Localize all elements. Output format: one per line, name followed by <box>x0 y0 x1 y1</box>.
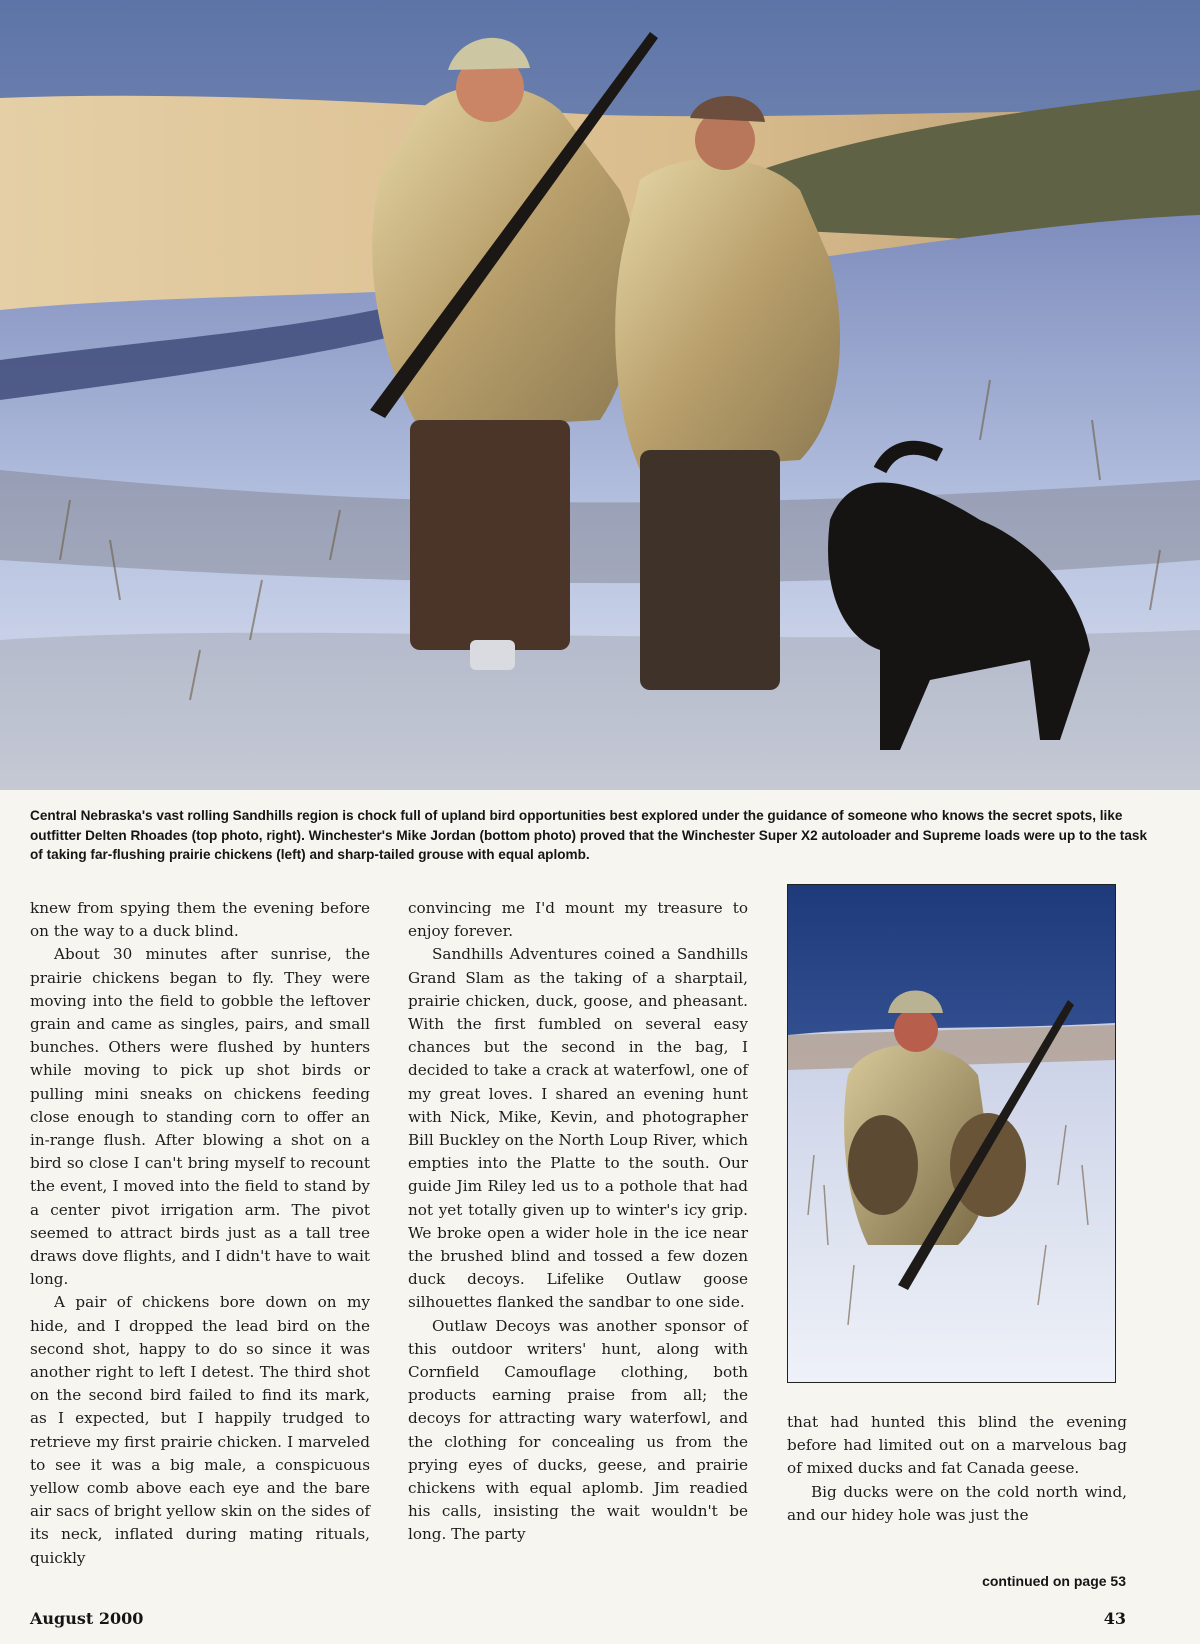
paragraph: Outlaw Decoys was another sponsor of this outdoor writers' hunt, along with Cornfield Camouflage clothing, both products earning praise from all; the decoys for attracting wary waterfowl, and the clothing for concealing us from the prying eyes of ducks, geese, and prairie chickens with equal aplomb. Jim readied his calls, insisting the wait wouldn't be long. The party <box>408 1316 748 1544</box>
bottom-photo <box>787 884 1116 1383</box>
paragraph: About 30 minutes after sunrise, the prairie chickens began to fly. They were moving into the field to gobble the leftover grain and came as singles, pairs, and small bunches. Others were flushed by hunters while moving to pick up shot birds or pulling mini sneaks on chickens feeding close enough to standing corn to offer an in-range flush. After blowing a shot on a bird so close I can't bring myself to recount the event, I moved into the field to stand by a center pivot irrigation arm. The pivot seemed to attract birds just as a tall tree draws dove flights, and I didn't have to wait long. <box>30 945 370 1289</box>
paragraph: convincing me I'd mount my treasure to enjoy forever. <box>408 899 748 941</box>
paragraph: Sandhills Adventures coined a Sandhills Grand Slam as the taking of a sharptail, prairie chicken, duck, goose, and pheasant. With the first fumbled on several easy chances but the second in the bag, I decided to take a crack at waterfowl, one of my great loves. I shared an evening hunt with Nick, Mike, Kevin, and photographer Bill Buckley on the North Loup River, which empties into the Platte to the south. Our guide Jim Riley led us to a pothole that had not yet totally given up to winter's icy grip. We broke open a wider hole in the ice near the brushed blind and tossed a few dozen duck decoys. Lifelike Outlaw goose silhouettes flanked the sandbar to one side. <box>408 945 748 1312</box>
photo-caption: Central Nebraska's vast rolling Sandhills region is chock full of upland bird opportunities best explored under the guidance of someone who knows the secret spots, like outfitter Delten Rhoades (top photo, right). Winchester's Mike Jordan (bottom photo) proved that the Winchester Super X2 autoloader and Supreme loads were up to the task of taking far-flushing prairie chickens (left) and sharp-tailed grouse with equal aplomb. <box>30 808 1148 862</box>
hunter-with-birds-photo <box>788 885 1115 1382</box>
hunters-with-dog-photo <box>0 0 1200 790</box>
paragraph: knew from spying them the evening before on the way to a duck blind. <box>30 899 370 941</box>
article-column-1 <box>30 897 370 1570</box>
paragraph: that had hunted this blind the evening before had limited out on a marvelous bag of mixed ducks and fat Canada geese. <box>787 1413 1127 1478</box>
page-number: 43 <box>1103 1609 1126 1628</box>
top-photo <box>0 0 1200 790</box>
issue-date: August 2000 <box>30 1609 144 1628</box>
paragraph: A pair of chickens bore down on my hide, and I dropped the lead bird on the second shot, happy to do so since it was another right to left I detest. The third shot on the second bird failed to find its mark, as I expected, but I happily trudged to retrieve my first prairie chicken. I marveled to see it was a big male, a conspicuous yellow comb above each eye and the bare air sacs of bright yellow skin on the sides of its neck, inflated during mating rituals, quickly <box>30 1293 370 1567</box>
continued-note: continued on page 53 <box>982 1573 1126 1589</box>
article-column-3 <box>787 1411 1127 1527</box>
paragraph: Big ducks were on the cold north wind, and our hidey hole was just the <box>787 1482 1127 1524</box>
article-column-2 <box>408 897 748 1547</box>
